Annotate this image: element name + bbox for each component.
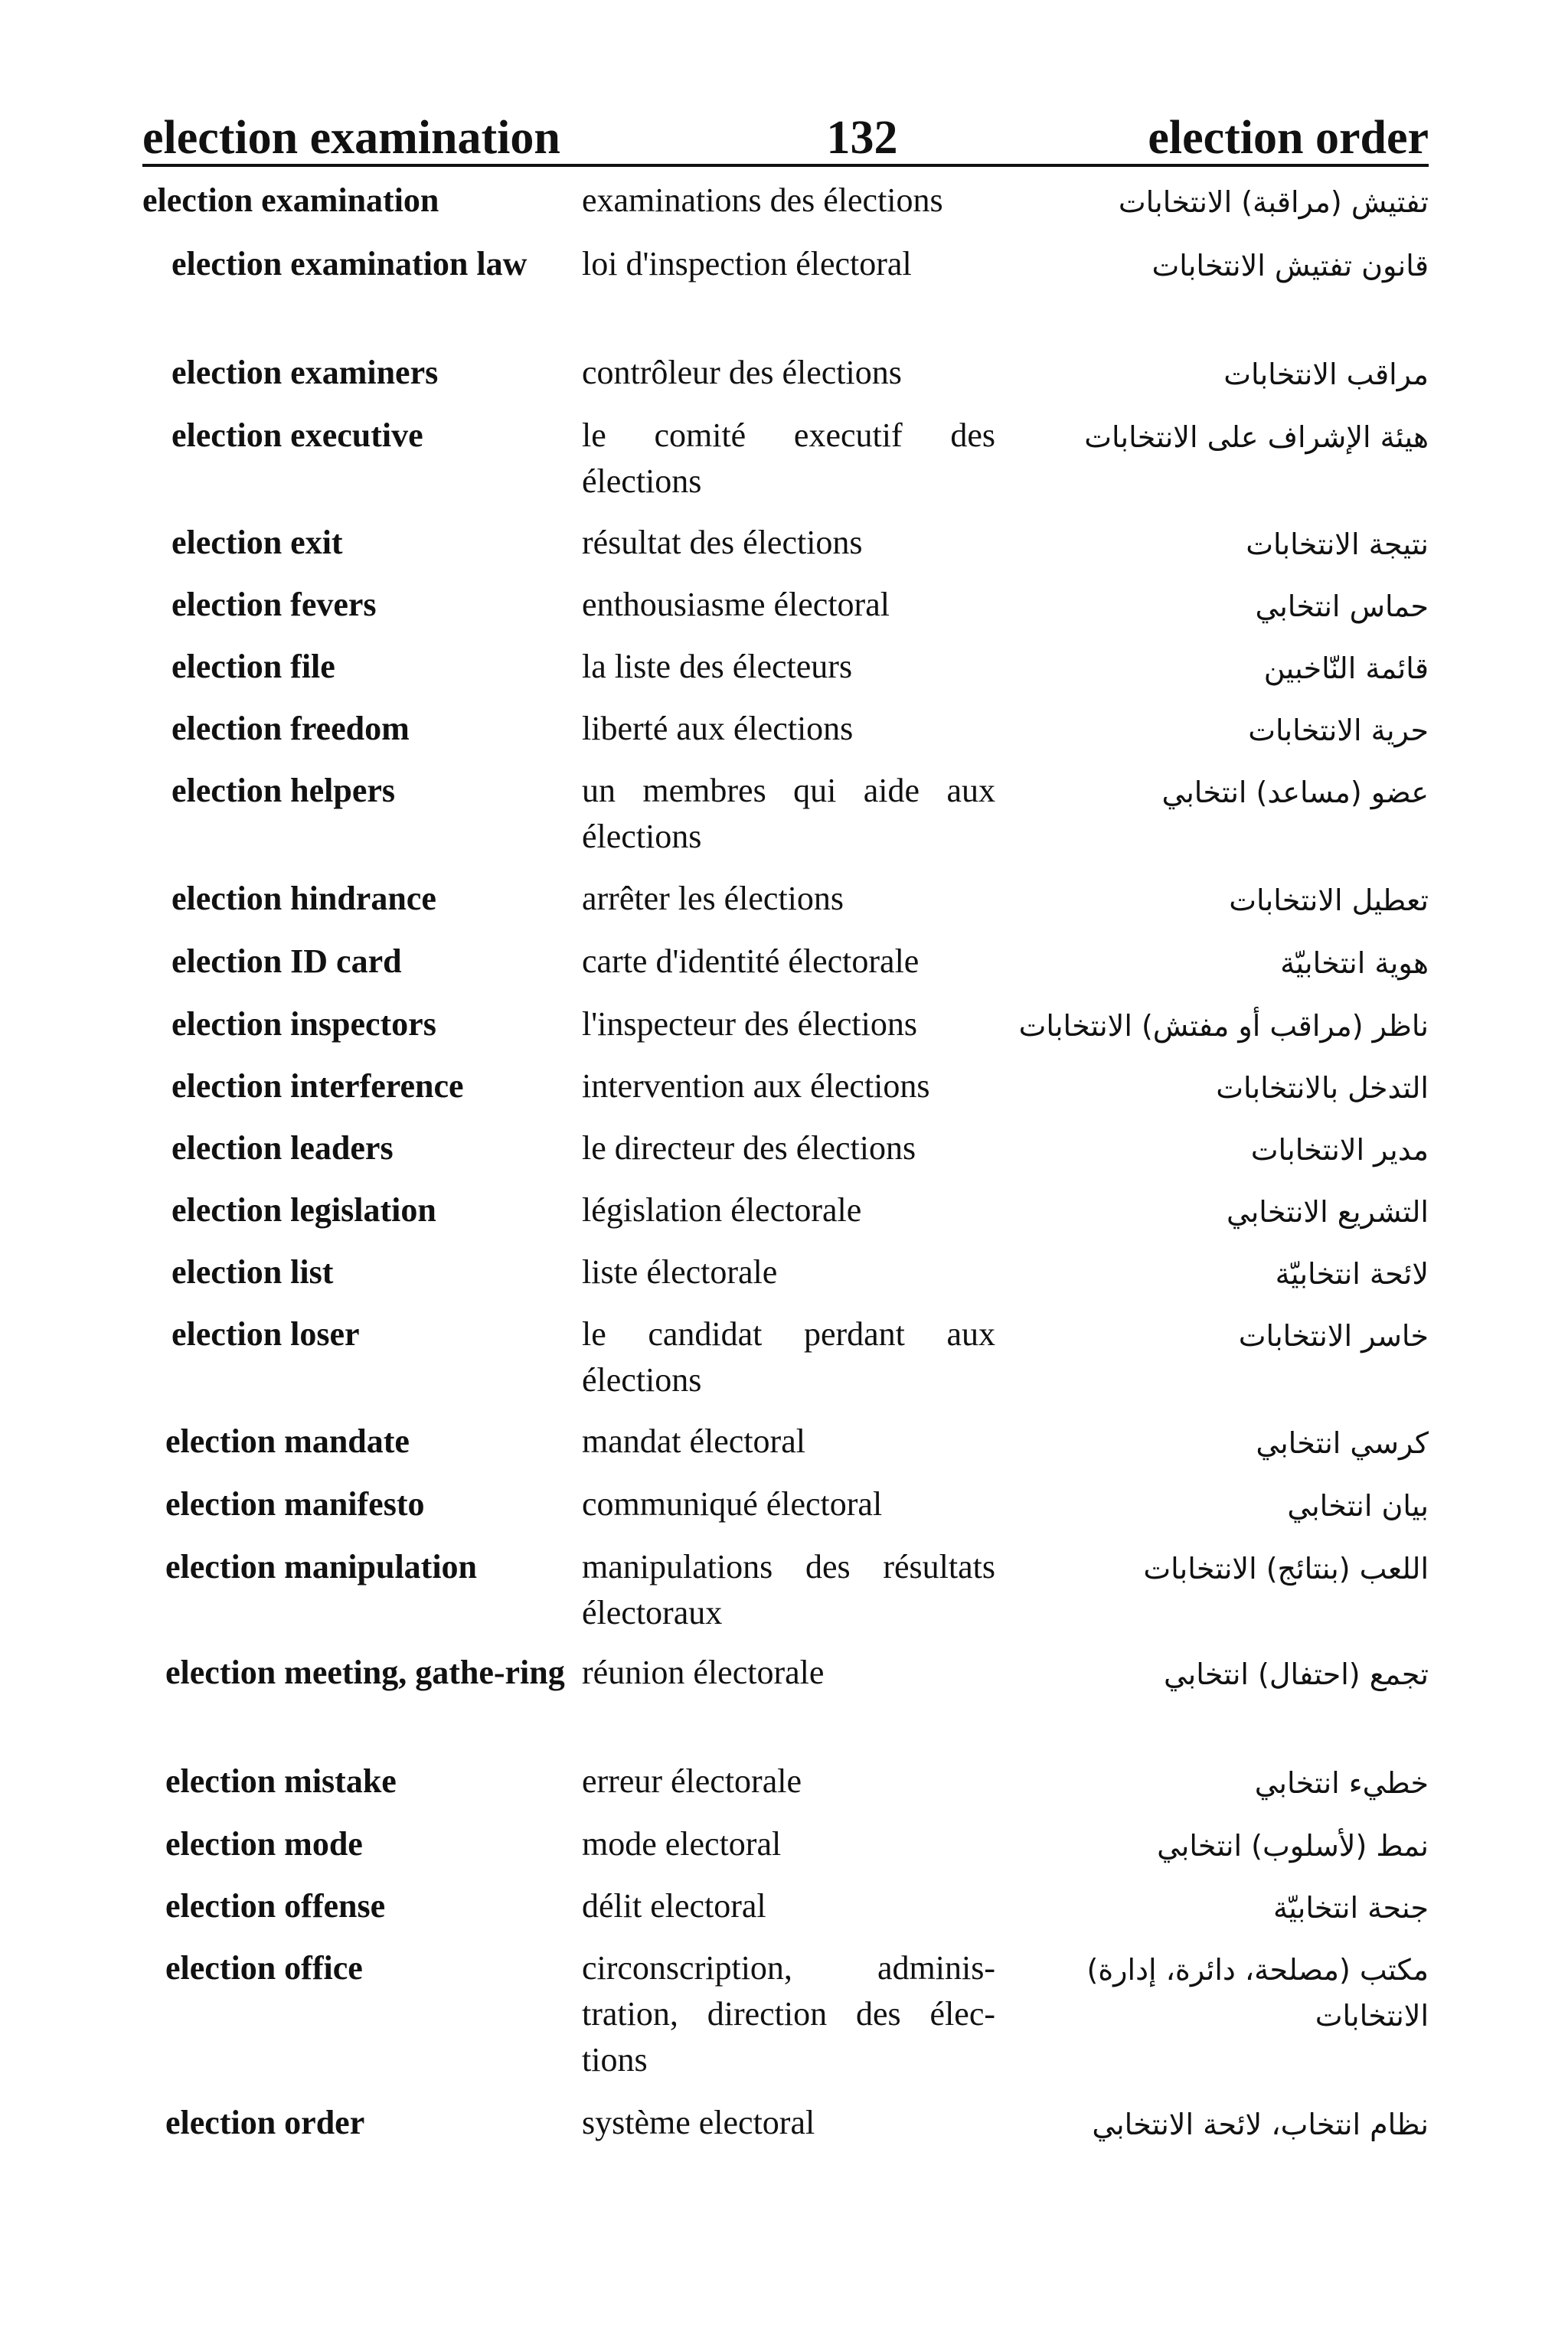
entry-arabic: خطيء انتخابي (1254, 1766, 1429, 1800)
entry-arabic: اللعب (بنتائج) الانتخابات (1143, 1552, 1429, 1586)
entry-french: contrôleur des élections (582, 354, 902, 391)
entry-arabic: قائمة النّاخبين (1263, 652, 1429, 685)
left-guide-word: election examination (142, 112, 560, 164)
entry-english: election interference (172, 1067, 464, 1105)
entry (142, 1001, 1429, 1063)
entry-french: mode electoral (582, 1825, 782, 1863)
entry-english: election mistake (165, 1762, 397, 1800)
entry-arabic: خاسر الانتخابات (1238, 1319, 1429, 1353)
entry (142, 706, 1429, 768)
entry-french: le comité executif des élections (582, 416, 995, 500)
entry-english: election legislation (172, 1191, 436, 1229)
entry-english: election examination law (172, 245, 528, 282)
entry-arabic: حماس انتخابي (1255, 589, 1429, 623)
entry-arabic: تعطيل الانتخابات (1229, 883, 1429, 917)
entry-arabic: تفتيش (مراقبة) الانتخابات (1118, 185, 1429, 219)
entry-arabic: بيان انتخابي (1287, 1489, 1429, 1523)
entry (142, 644, 1429, 706)
entry-french: mandat électoral (582, 1422, 805, 1460)
entry-english: election list (172, 1253, 334, 1291)
entry-arabic: تجمع (احتفال) انتخابي (1164, 1657, 1429, 1691)
entry-french: l'inspecteur des élections (582, 1005, 918, 1043)
page-number: 132 (826, 112, 898, 164)
entry-french: un membres qui aide aux élections (582, 772, 995, 855)
entry-english: election examination (142, 181, 439, 219)
entry-french: liberté aux élections (582, 710, 854, 747)
entry-french: enthousiasme électoral (582, 586, 890, 623)
entry-english: election mandate (165, 1422, 410, 1460)
entry (142, 1821, 1429, 1883)
entry-arabic: عضو (مساعد) انتخابي (1161, 776, 1429, 809)
entry (142, 582, 1429, 644)
entry (142, 1249, 1429, 1311)
entry-arabic: حرية الانتخابات (1248, 714, 1429, 747)
entry-french: circonscription, adminis-tration, direction des élec-tions (582, 1949, 995, 2079)
entry (142, 1311, 1429, 1419)
header-rule (142, 164, 1429, 167)
entry-french: le candidat perdant aux élections (582, 1315, 995, 1399)
entry-french: délit electoral (582, 1887, 766, 1925)
entry (142, 1481, 1429, 1544)
entry-english: election manifesto (165, 1485, 425, 1523)
entry-arabic: التشريع الانتخابي (1227, 1195, 1429, 1229)
entry-english: election loser (172, 1315, 360, 1353)
entry-english: election offense (165, 1887, 386, 1925)
entry-arabic: نظام انتخاب، لائحة الانتخابي (1092, 2108, 1429, 2141)
entry-french: erreur électorale (582, 1762, 802, 1800)
entry-arabic: قانون تفتيش الانتخابات (1152, 249, 1429, 282)
entry-arabic: هوية انتخابيّة (1280, 946, 1429, 980)
entry-english: election file (172, 648, 335, 685)
entry (142, 939, 1429, 1001)
entry (142, 520, 1429, 582)
entry-french: carte d'identité électorale (582, 942, 920, 980)
entry-french: arrêter les élections (582, 880, 844, 917)
entry-arabic: لائحة انتخابيّة (1275, 1257, 1429, 1291)
entry-arabic: التدخل بالانتخابات (1216, 1071, 1429, 1105)
entry-french: la liste des électeurs (582, 648, 853, 685)
entry (142, 1945, 1429, 2100)
entry-french: liste électorale (582, 1253, 778, 1291)
entry-english: election examiners (172, 354, 439, 391)
entry-arabic: جنحة انتخابيّة (1272, 1891, 1429, 1925)
entry (142, 1063, 1429, 1125)
entry-english: election fevers (172, 586, 377, 623)
entry (142, 1125, 1429, 1187)
entry-french: communiqué électoral (582, 1485, 883, 1523)
entry (142, 1187, 1429, 1249)
entry-english: election meeting, gathe-ring (165, 1654, 565, 1691)
entry-english: election hindrance (172, 880, 436, 917)
entry (142, 178, 1429, 241)
entry-english: election ID card (172, 942, 402, 980)
entry-arabic: هيئة الإشراف على الانتخابات (1084, 420, 1429, 454)
entry (142, 768, 1429, 876)
entry (142, 876, 1429, 939)
entry (142, 1759, 1429, 1821)
page-header (142, 107, 1429, 168)
entry-english: election mode (165, 1825, 363, 1863)
entry (142, 413, 1429, 520)
entry-english: election inspectors (172, 1005, 436, 1043)
entry-english: election leaders (172, 1129, 394, 1167)
entry-french: le directeur des élections (582, 1129, 916, 1167)
entry-arabic: نتيجة الانتخابات (1246, 527, 1429, 561)
entry (142, 2100, 1429, 2161)
entry-french: système electoral (582, 2104, 815, 2141)
entry-arabic: كرسي انتخابي (1256, 1426, 1429, 1460)
entry-arabic: ناظر (مراقب أو مفتش) الانتخابات (1018, 1009, 1429, 1043)
entry-english: election executive (172, 416, 423, 454)
right-guide-word: election order (1148, 112, 1429, 164)
entry-english: election freedom (172, 710, 410, 747)
entry-french: manipulations des résultats électoraux (582, 1548, 995, 1631)
entry-english: election helpers (172, 772, 396, 809)
entry (142, 1883, 1429, 1945)
entry-arabic: مراقب الانتخابات (1223, 358, 1429, 391)
entry-english: election order (165, 2104, 365, 2141)
entry-french: loi d'inspection électoral (582, 245, 912, 282)
entry (142, 1419, 1429, 1481)
entry-french: législation électorale (582, 1191, 862, 1229)
entry-list (142, 178, 1429, 2161)
entry-english: election manipulation (165, 1548, 478, 1586)
entry-french: résultat des élections (582, 524, 863, 561)
entry-arabic: نمط (لأسلوب) انتخابي (1157, 1829, 1429, 1863)
entry-english: election office (165, 1949, 363, 1987)
entry-arabic: مكتب (مصلحة، دائرة، إدارة) الانتخابات (1086, 1953, 1429, 2033)
entry (142, 1544, 1429, 1650)
entry (142, 350, 1429, 413)
entry-french: examinations des élections (582, 181, 943, 219)
entry (142, 241, 1429, 350)
entry-french: intervention aux élections (582, 1067, 930, 1105)
entry-english: election exit (172, 524, 343, 561)
entry-arabic: مدير الانتخابات (1250, 1133, 1429, 1167)
entry-french: réunion électorale (582, 1654, 825, 1691)
entry (142, 1650, 1429, 1759)
